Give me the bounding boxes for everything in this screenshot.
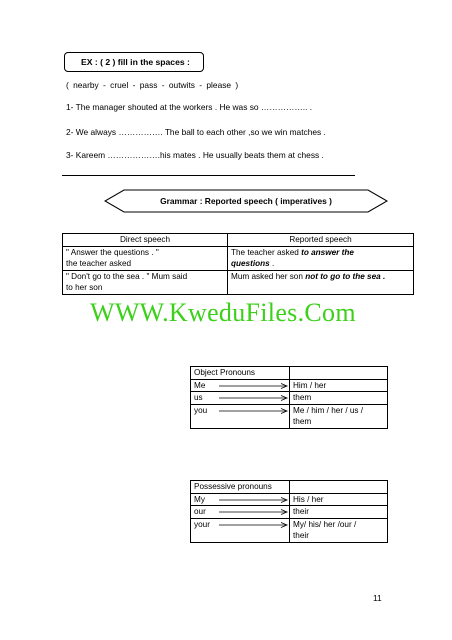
reported-cell [228, 270, 414, 294]
reported-speech-table [62, 233, 414, 295]
pronoun-to-cell [290, 404, 388, 428]
page-number: 11 [373, 593, 382, 603]
pronoun-to: Him / her [290, 379, 388, 392]
arrow-right-icon [219, 522, 289, 528]
header-direct-speech: Direct speech [63, 234, 228, 247]
direct-text: " Don't go to the sea . " Mum said [66, 271, 188, 281]
watermark: WWW.KweduFiles.Com [90, 298, 356, 327]
grammar-banner [104, 189, 388, 213]
exercise-title: EX : ( 2 ) fill in the spaces : [64, 52, 204, 72]
grammar-title: Grammar : Reported speech ( imperatives ) [160, 196, 332, 206]
word-bank: ( nearby - cruel - pass - outwits - please ) [66, 80, 239, 90]
direct-cell [63, 246, 228, 270]
reported-text: Mum asked her son [231, 271, 306, 281]
empty-cell [290, 367, 388, 380]
pronoun-to: their [293, 531, 309, 540]
arrow-right-icon [219, 497, 289, 503]
reported-emphasis: to answer the [301, 247, 354, 257]
table-row [63, 246, 414, 270]
table-header-row [191, 481, 388, 494]
divider-rule [62, 175, 355, 176]
direct-text: the teacher asked [66, 259, 132, 268]
table-row [63, 270, 414, 294]
pronoun-from: Me [191, 379, 290, 392]
direct-text: " Answer the questions . " [66, 247, 159, 257]
sentence-1: 1- The manager shouted at the workers . He was so …………….. . [66, 102, 313, 112]
pronoun-to: My/ his/ her /our / [293, 519, 357, 529]
sentence-3: 3- Kareem ……………….his mates . He usually beats them at chess . [66, 150, 324, 160]
pronoun-to: them [293, 417, 312, 426]
pronoun-from: you [191, 404, 290, 428]
pronoun-to: their [290, 506, 388, 519]
direct-cell [63, 270, 228, 294]
sentence-2: 2- We always ……………. The ball to each other ,so we win matches . [66, 127, 326, 137]
pronoun-from: My [191, 493, 290, 506]
pronoun-from: our [191, 506, 290, 519]
pronoun-to: them [290, 392, 388, 405]
reported-emphasis: questions [231, 259, 270, 268]
arrow-right-icon [219, 509, 289, 515]
reported-emphasis: not to go to the sea . [305, 271, 386, 281]
empty-cell [290, 481, 388, 494]
reported-text: . [269, 259, 275, 268]
pronoun-from: your [191, 518, 290, 542]
pronoun-from: us [191, 392, 290, 405]
arrow-right-icon [219, 395, 289, 401]
pronoun-to-cell [290, 518, 388, 542]
header-reported-speech: Reported speech [228, 234, 414, 247]
table-header-row [63, 234, 414, 247]
reported-text: The teacher asked [231, 247, 302, 257]
pronoun-to: His / her [290, 493, 388, 506]
reported-cell [228, 246, 414, 270]
pronoun-to: Me / him / her / us / [293, 405, 364, 415]
possessive-pronouns-header: Possessive pronouns [191, 481, 290, 494]
arrow-right-icon [219, 408, 289, 414]
object-pronouns-header: Object Pronouns [191, 367, 290, 380]
arrow-right-icon [219, 383, 289, 389]
direct-text: to her son [66, 283, 103, 292]
table-header-row [191, 367, 388, 380]
